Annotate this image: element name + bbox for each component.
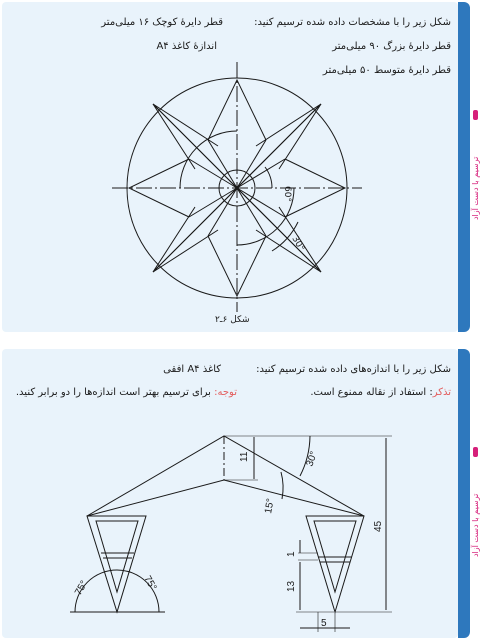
dim-13-label: 13 <box>286 580 297 592</box>
ex1-paper: اندازهٔ کاغذ A۴ <box>156 41 217 52</box>
note-text: : استفاد از نقاله ممنوع است. <box>310 387 433 398</box>
right-leg-outer <box>306 516 364 612</box>
dim-1-label: 1 <box>286 551 297 557</box>
side-tab-label: ترسیم با دست آزاد <box>471 156 480 220</box>
ex1-instruction: شکل زیر را با مشخصات داده شده ترسیم کنید: <box>254 17 451 28</box>
left-leg-inner <box>96 521 138 592</box>
tip-text: برای ترسیم بهتر است اندازه‌ها را دو برابر کنید. <box>15 387 215 398</box>
dim-5-label: 5 <box>321 618 327 629</box>
dim-15-label: 15° <box>263 497 277 515</box>
ex1-small-circle: قطر دایرهٔ کوچک ۱۶ میلی‌متر <box>101 17 223 28</box>
ex2-paper: کاغذ A۴ افقی <box>163 364 221 375</box>
angle-30-label: 30° <box>289 234 307 254</box>
left-leg-outer <box>87 516 146 612</box>
roof-inner <box>87 480 364 516</box>
roof-outer <box>87 436 364 516</box>
dim-30-label: 30° <box>304 450 320 469</box>
dim-75-left-label: 75° <box>73 578 91 598</box>
dim-45-label: 45 <box>373 520 384 532</box>
ex2-instruction: شکل زیر را با اندازه‌های داده شده ترسیم کنید: <box>256 364 451 375</box>
side-tab-label: ترسیم با دست آزاد <box>471 493 480 557</box>
tip-label: توجه: <box>214 387 237 398</box>
note-label: تذکر <box>432 387 451 398</box>
dim-75-right-label: 75° <box>141 574 159 593</box>
ex1-large-circle: قطر دایرهٔ بزرگ ۹۰ میلی‌متر <box>332 41 451 52</box>
figure-caption: شکل ۶ـ۲ <box>215 315 250 325</box>
dim-11-label: 11 <box>239 451 250 462</box>
ex1-medium-circle: قطر دایرهٔ متوسط ۵۰ میلی‌متر <box>322 65 451 76</box>
angle-60-label: 60° <box>282 186 292 202</box>
